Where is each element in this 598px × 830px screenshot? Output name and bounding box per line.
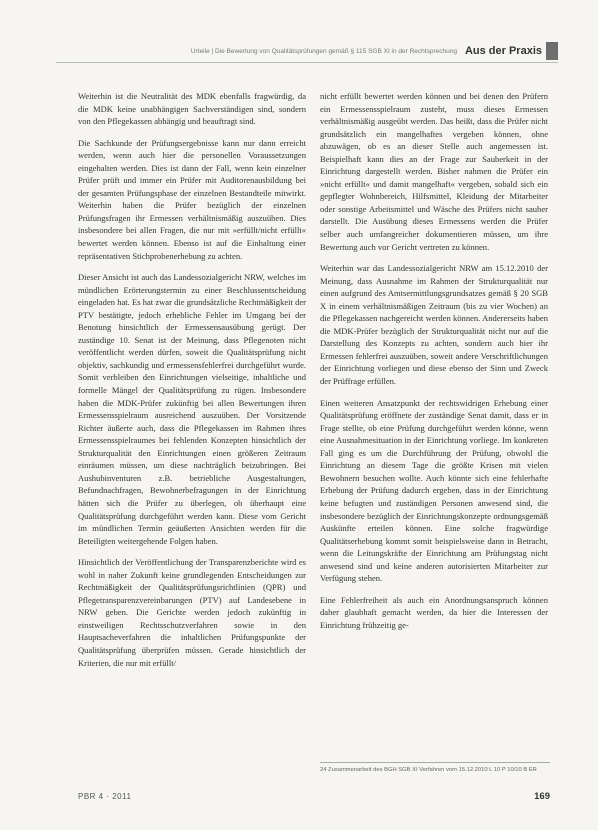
- paragraph: Weiterhin ist die Neutralität des MDK ebenfalls fragwürdig, da die MDK keine unabhängigen Sachverständigen sind, sondern von den Pflegekassen abhängig und beauftragt sind.: [78, 91, 306, 127]
- paragraph: Dieser Ansicht ist auch das Landessozialgericht NRW, welches im mündlichen Erörterungstermin zu einer Beschlussentscheidung eingeladen hat. Es hat zwar die grundsätzliche Rechtmäßigkeit der PTV bestätigte, jedoch erhebliche Fehler im Umgang bei der Benotung hinsichtlich der Ermessensausübung gerügt. Der zuständige 10. Senat ist der Meinung, dass Pflegenoten nicht veröffentlicht werden dürfen, soweit die Qualitätsprüfung nicht objektiv, sachkundig und ermessensfehlerfrei durchgeführt wurde. Somit verbleiben den Einrichtungen vielseitige, inhaltliche und formelle Mängel der Qualitätsprüfung zu rügen. Insbesondere haben die MDK-Prüfer zukünftig bei allen Bewertungen ihren Ermessensspielraum ausreichend auszuüben. Der Vorsitzende Richter äußerte auch, dass die Pflegekassen im Rahmen ihres Ermessensspielraumes bei fehlenden Konzepten hinsichtlich der Strukturqualität den Einrichtungen einen größeren Zeitraum einräumen müssen, um diese nachträglich beizubringen. Bei Aushubinventuren z.B. betriebliche Ausgestaltungen, Befundnachfragen, Bewohnerbefragungen in der Einrichtung hätten sich die Prüfer zu überlegen, ob überhaupt eine Qualitätsprüfung durchgeführt werden kann. Diese vom Gericht im mündlichen Termin geäußerten Ansichten werden für die Beteiligten weitergehende Folgen haben.: [78, 272, 306, 546]
- paragraph: Hinsichtlich der Veröffentlichung der Transparenzberichte wird es wohl in naher Zukunft keine grundlegenden Entscheidungen zur Rechtmäßigkeit der Qualitätsprüfungsrichtlinien (QPR) und Pflegetransparenzvereinbarungen (PTV) auf Landesebene in NRW geben. Die Gerichte werden jedoch zukünftig in einstweiligen Rechtsschutzverfahren sowie in den Hauptsacheverfahren die inhaltlichen Prüfungspunkte der Qualitätsprüfung überprüfen müssen. Gerade hinsichtlich der Kriterien, die nur mit erfüllt/: [78, 557, 306, 668]
- paragraph: Eine Fehlerfreiheit als auch ein Anordnungsanspruch können daher glaubhaft gemacht werden, da hier die Interessen der Einrichtung frühzeitig ge-: [320, 594, 548, 630]
- paragraph: Die Sachkunde der Prüfungsergebnisse kann nur dann erreicht werden, wenn auch hier die personellen Voraussetzungen eingehalten werden. Dies ist dann der Fall, wenn kein einzelner Prüfer prüft und immer ein Prüfer mit Auditorenausbildung bei der gesamten Prüfungsphase der einzelnen Bestandteile mitwirkt. Weiterhin haben die Prüfer bezüglich der einzelnen Prüfungsfragen ihr Ermessen verhältnismäßig auszuüben. Dies insbesondere bei allen Fragen, die nur mit »erfüllt/nicht erfüllt« bewertet werden können. Ebenso ist auf die Einhaltung einer repräsentativen Stichprobenerhebung zu achten.: [78, 137, 306, 261]
- section-title: Aus der Praxis: [464, 45, 542, 57]
- paragraph: nicht erfüllt bewertet werden können und bei denen den Prüfern ein Ermessensspielraum zusteht, muss dieses Ermessen verhältnismäßig ausgeübt werden. Das heißt, dass die Prüfer nicht grundsätzlich ein mangelhaftes vergeben können, ohne abzuwägen, ob es an dieser Stelle auch angemessen ist. Beispielhaft kann dies an der Frage zur Sauberkeit in der Einrichtung dargestellt werden. Bisher nahmen die Prüfer ein »nicht erfüllt« und damit mangelhaft« vergeben, sobald sich ein gepflegter Wohnbereich, Hilfsmittel, Kleidung der Mitarbeiter oder sonstige Arbeitsmittel und Wäsche des Prüfers nicht sauber darstellt. Die Ausübung dieses Ermessens werden die Prüfer selber auch umfangreicher dokumentieren müssen, um ihre Bewertung auch vor Gericht vertreten zu können.: [320, 91, 548, 252]
- footnote: 24 Zusammenarbeit des BGH SGB XI Verfahren vom 15.12.2010 L 10 P 10/10 B ER: [320, 762, 550, 774]
- paragraph: Weiterhin war das Landessozialgericht NRW am 15.12.2010 der Meinung, dass Ausnahme im Rahmen der Strukturqualität nur einen aufgrund des Amtsermittlungsgrundsatzes gemäß § 20 SGB X in einem verhältnismäßigen Zeitraum (bis zu vier Wochen) an die Pflegekassen nachgereicht werden können. Andererseits haben die MDK-Prüfer bezüglich der Strukturqualität nicht nur auf die Darstellung des Konzepts zu achten, sondern auch hier ihr Ermessen fehlerfrei auszuüben, soweit andere Verschriftlichungen der Einrichtung vorliegen und diese ebenso der Sinn und Zweck der Prüffrage erfüllen.: [320, 263, 548, 387]
- section-tab-marker: [546, 42, 558, 60]
- page-header: [56, 40, 558, 63]
- running-title: Urteile | Die Bewertung von Qualitätsprüfungen gemäß § 115 SGB XI in der Rechtsprechung: [190, 47, 457, 55]
- paragraph: Einen weiteren Ansatzpunkt der rechtswidrigen Erhebung einer Qualitätsprüfung eröffnete der zuständige Senat damit, dass er in Frage stellte, ob eine Prüfung durchgeführt werden könne, wenn eine Ausnahmesituation in der Einrichtung vorliege. Im konkreten Fall ging es um die Durchführung der Prüfung, obwohl die Einrichtung an diesem Tage die größte Krisen mit vielen Bewohnern besuchen wollte. Auch könnte sich eine fehlerhafte Erhebung der Prüfung dadurch ergeben, dass in der Einrichtung keine befugten und zuständigen Personen anwesend sind, die insbesondere bezüglich der Einrichtungskonzepte ordnungsgemäß Auskünfte erteilen können. Eine solche fragwürdige Qualitätserhebung kommt somit beispielsweise dann in Betracht, wenn die Leitungskräfte der Einrichtung am Prüfungstag nicht anwesend sind und keine anderen autorisierten Mitarbeiter zur Verfügung stehen.: [320, 397, 548, 584]
- right-column: [320, 90, 548, 640]
- page-number: 169: [534, 791, 550, 802]
- left-column: [78, 90, 306, 678]
- journal-issue: PBR 4 · 2011: [78, 792, 132, 801]
- page-footer: [78, 792, 550, 806]
